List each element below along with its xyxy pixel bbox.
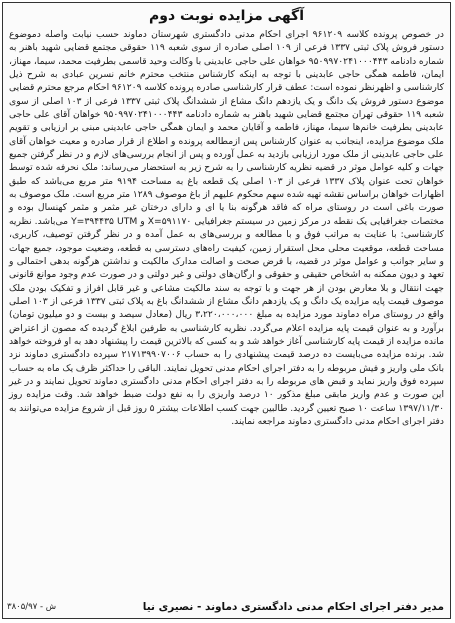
auction-notice [2, 2, 451, 619]
notice-code: ۳۸۰۵/۹۷ - ش [7, 602, 57, 612]
notice-body: در خصوص پرونده کلاسه ۹۶۱۲۰۹ اجرای احکام مدنی دادگستری شهرستان دماوند حسب نیابت واصله دموضوع دستور فروش پلاک ثبتی ۱۳۳۷ فرعی از ۱۰۹ اصلی صادره از سوی شعبه ۱۱۹ حقوقی مجتمع قضایی شهید باهنر به شماره دادنامه ۹۵۰۹۹۷۰۲۴۱۰۰۰۴۴۳ خواهان علی حاجی عابدینی با وکالت وحید قاسمی بطرفیت محمد، سیما، مهناز، ایمان، فاطمه همگی حاجی عابدینی با توجه به اینکه کارشناس منتخب محترم خانم نسرین عبادی به شرح ذیل کارشناسی و اظهرنظر نموده است: عطف قرار کارشناسی صادره پرونده کلاسه ۹۶۱۲۰۹ احکام مرجع محترم قضایی موضوع دستور فروش یک دانگ و یک یازدهم دانگ مشاع از ششدانگ پلاک ثبتی ۱۳۳۷ فرعی از ۱۰۳ اصلی از سوی شعبه ۱۱۹ حقوقی تهران مجتمع قضایی شهید باهنر به شماره دادنامه ۹۵۰۹۹۷۰۲۴۱۰۰۰۴۴۳ خواهان آقای علی حاجی عابدینی بطرفیت خانم‌ها سیما، مهناز، فاطمه و آقایان محمد و ایمان همگی حاجی عابدینی مبنی بر ارزیابی و تقویم ملک موضوع مزایده، اینجانب به عنوان کارشناس پس ازمطالعه پرونده و اطلاع از قرار صادره و معیت خواهان آقای علی حاجی عابدینی از ملک مورد ارزیابی بازدید به عمل آورده و پس از انجام بررسی‌های لازم و در نظر گرفتن جمیع جهات و کلیه عوامل موثر در قضیه نظریه کارشناسی را به شرح زیر به استحضار می‌رساند: ملک نحرفه شده توسط خواهان تحت عنوان پلاک ۱۳۳۷ فرعی از ۱۰۳ اصلی یک قطعه باغ به مساحت ۹۱۹۴ متر مربع می‌باشد که طبق اظهارات خواهان براساس نقشه تهیه شده سهم محکوم علیهم از باغ موصوف ۱۲۸۹ متر مربع است. ملک موصوف به صورت باغی است در روستای مراه که فاقد هرگونه بنا یا ای و دارای درختان غیر مثمر و مثمر کهنسال بوده و مختصات جغرافیایی یک نقطه در مرکز زمین در سیستم جغرافیایی X=۵۹۱۱۷۰ و Y=۳۹۴۴۳۵ UTM می‌باشد. نظریه کارشناسی: با عنایت به مراتب فوق و با مطالعه و بررسی‌های به عمل آمده و در نظر گرفتن توصیف، کاربری، مساحت قطعه، موقعیت محلی محل استقرار زمین، کیفیت راه‌های دسترسی به قطعه، وضعیت موجود، جمیع جهات و سایر جوانب و عوامل موثر در قضیه، با فرض صحت و اصالت مدارک مالکیت و نداشتن هرگونه بدهی احتمالی و تعهد و دیون ممکنه به اشخاص حقیقی و حقوقی و ارگان‌های دولتی و غیر دولتی و در صورت عدم وجود موانع قانونی جهت انتقال و بلا معارض بودن از هر جهت و با توجه به سند مالکیت مشاعی و غیر قابل افراز و تفکیک بودن ملک موصوف قیمت پایه مزایده یک دانگ و یک یازدهم دانگ مشاع از ششدانگ باغ به پلاک ثبتی ۱۳۳۷ فرعی از ۱۰۳ اصلی واقع در روستای مراه دماوند مورد مزایده به مبلغ ۳،۲۲۰،۰۰۰،۰۰۰ ریال (معادل سیصد و بیست و دو میلیون تومان) برآورد و به عنوان قیمت پایه مزایده اعلام می‌گردد. نظریه کارشناسی به طرفین ابلاغ گردیده که مصون از اعتراض مانده مزایده از قیمت پایه کارشناسی آغاز خواهد شد و به کسی که بالاترین قیمت را پیشنهاد دهد به او فروخته خواهد شد. برنده مزایده می‌بایست ده درصد قیمت پیشنهادی را به حساب ۲۱۷۱۳۹۹۰۷۰۰۶ سپرده دادگستری دماوند نزد بانک ملی واریز و فیش مربوطه را به دفتر اجرای احکام مدنی تحویل نمایند. الباقی را حداکثر ظرف یک ماه به حساب سپرده فوق واریز نماید و قبض های مربوطه را به دفتر اجرای احکام مدنی دادگستری دماوند تحویل نمایند و در غیر این صورت و عدم واریز مابقی مبلغ مذکور ۱۰ درصد واریزی را به نفع دولت ضبط خواهد شد. وقت مزایده روز ۱۳۹۷/۱۱/۳۰ ساعت ۱۰ صبح تعیین گردید. طالبین جهت کسب اطلاعات بیشتر ۵ روز قبل از شروع مزایده می‌توانند به دفتر اجرای احکام مدنی دادگستری دماوند مراجعه نمایند. [9, 29, 445, 427]
signature-line: مدیر دفتر اجرای احکام مدنی دادگستری دماوند - نصیری نیا [142, 601, 444, 613]
notice-title: آگهی مزایده نوبت دوم [148, 8, 304, 24]
notice-footer [7, 598, 444, 616]
